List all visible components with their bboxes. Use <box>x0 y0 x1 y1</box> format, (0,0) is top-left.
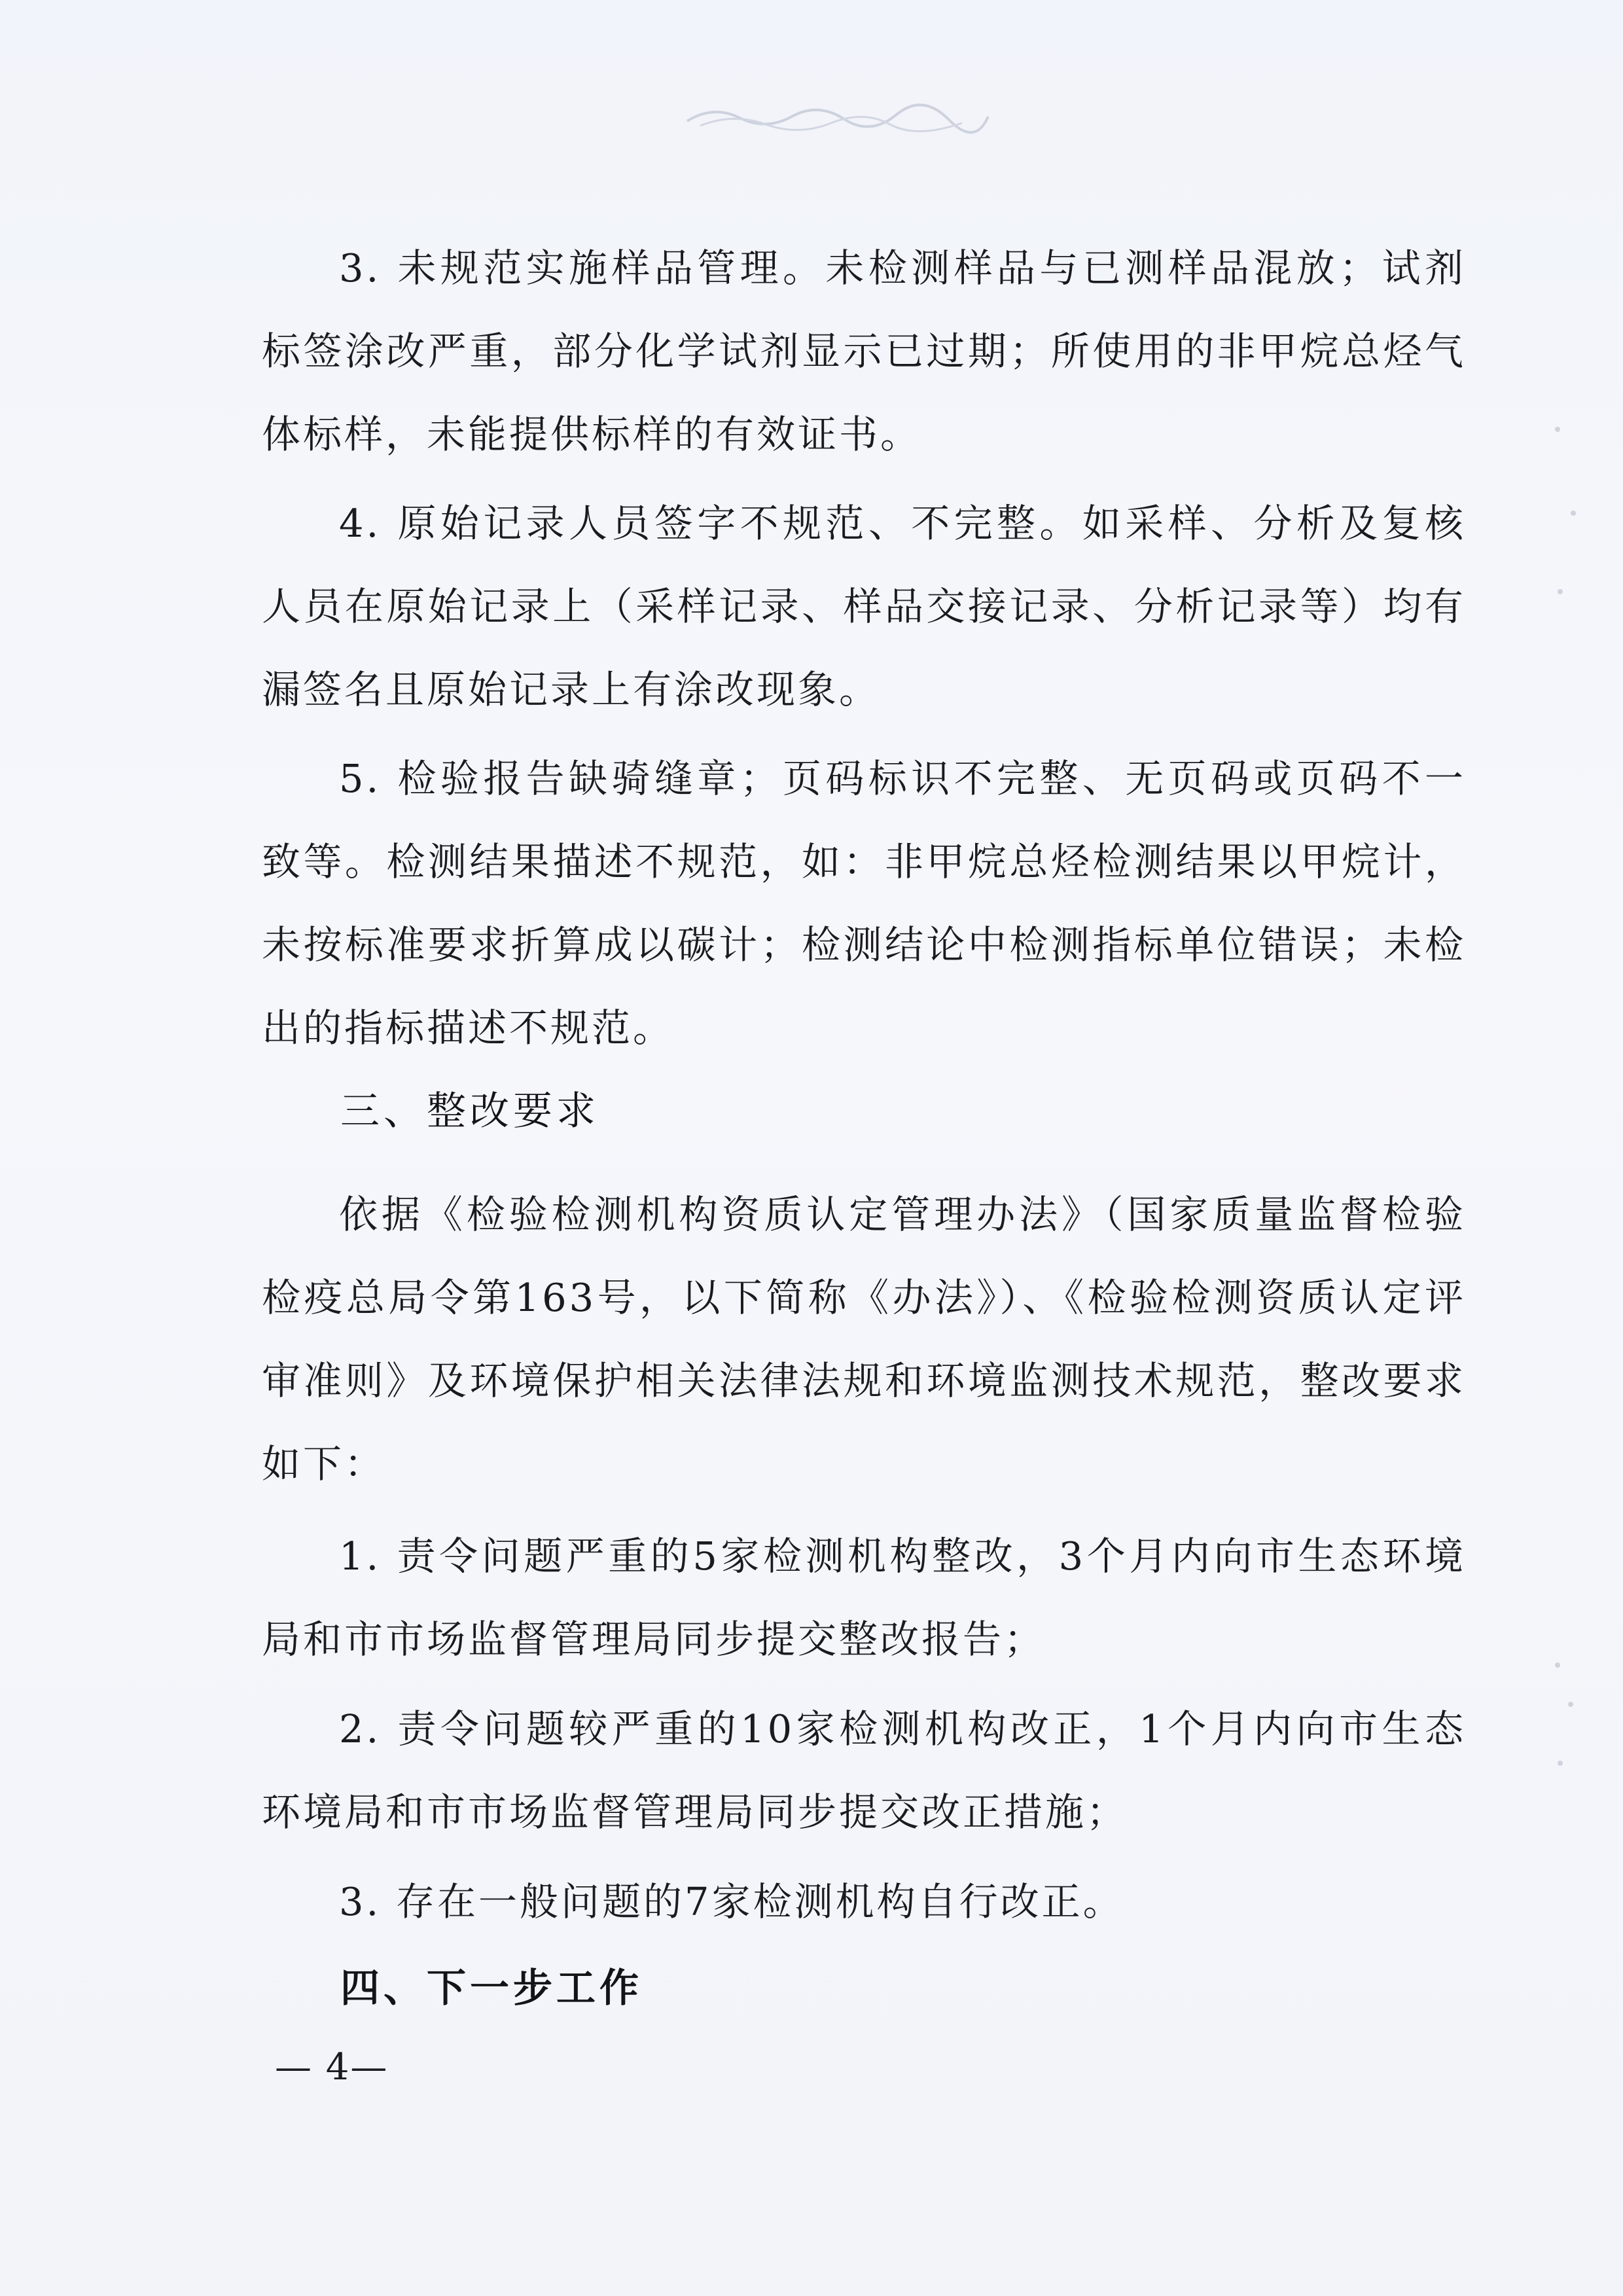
scan-speck <box>1558 1761 1563 1766</box>
section-3-intro: 依据《检验检测机构资质认定管理办法》（国家质量监督检验检疫总局令第163号，以下简称《办法》）、《检验检测资质认定评审准则》及环境保护相关法律法规和环境监测技术规范，整改要求如下： <box>262 1192 1466 1486</box>
seal-bleed-mark <box>674 98 1001 137</box>
requirement-1: 1. 责令问题严重的5家检测机构整改，3个月内向市生态环境局和市市场监督管理局同步提交整改报告； <box>262 1534 1466 1662</box>
scan-speck <box>1558 589 1563 594</box>
scan-speck <box>1568 1702 1573 1707</box>
item-3-paragraph: 3. 未规范实施样品管理。未检测样品与已测样品混放；试剂标签涂改严重，部分化学试剂显示已过期；所使用的非甲烷总烃气体标样，未能提供标样的有效证书。 <box>262 245 1466 457</box>
section-4-heading: 四、下一步工作 <box>340 1965 643 2011</box>
requirement-3: 3. 存在一般问题的7家检测机构自行改正。 <box>339 1879 1124 1924</box>
scan-speck <box>1571 511 1576 516</box>
scan-speck <box>1555 427 1560 432</box>
item-4-paragraph: 4. 原始记录人员签字不规范、不完整。如采样、分析及复核人员在原始记录上（采样记录、样品交接记录、分析记录等）均有漏签名且原始记录上有涂改现象。 <box>262 501 1466 712</box>
scan-speck <box>1555 1662 1560 1668</box>
page-number: — 4— <box>275 2046 389 2089</box>
section-3-heading: 三、整改要求 <box>340 1088 599 1134</box>
requirement-2: 2. 责令问题较严重的10家检测机构改正，1个月内向市生态环境局和市市场监督管理局同步提交改正措施； <box>262 1706 1466 1835</box>
item-5-paragraph: 5. 检验报告缺骑缝章；页码标识不完整、无页码或页码不一致等。检测结果描述不规范，如：非甲烷总烃检测结果以甲烷计，未按标准要求折算成以碳计；检测结论中检测指标单位错误；未检出的指标描述不规范。 <box>262 756 1466 1050</box>
